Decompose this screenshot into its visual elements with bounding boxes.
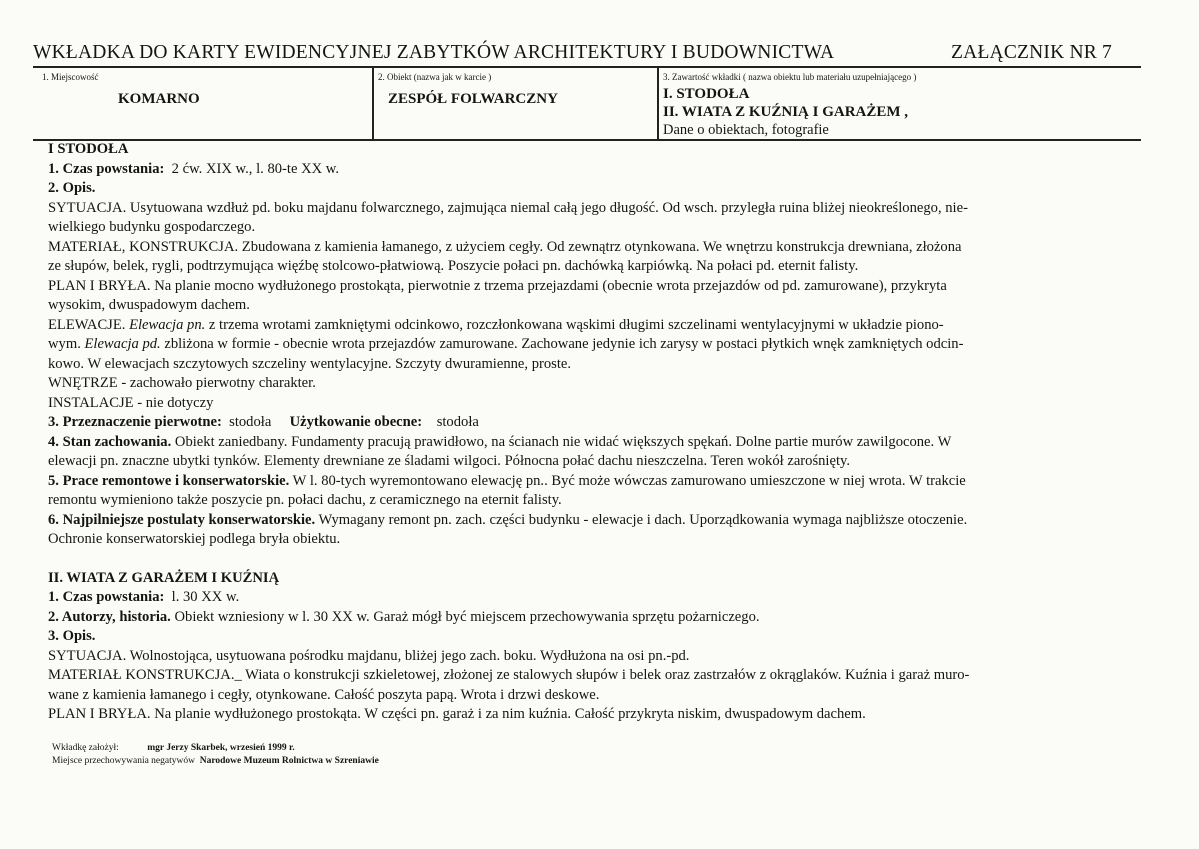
- footer-negatives-label: Miejsce przechowywania negatywów: [52, 756, 195, 766]
- s1-elevations-prefix: ELEWACJE.: [48, 316, 130, 333]
- s2-material-line-1: MATERIAŁ KONSTRUKCJA._ Wiata o konstrukcji szkieletowej, złożonej ze stalowych słupów i belek oraz zastrzałów z okrąglaków. Kuźnia i garaż muro-: [48, 667, 970, 683]
- s1-purpose-value: stodoła: [229, 414, 272, 430]
- s2-date-label: 1. Czas powstania:: [48, 589, 165, 605]
- s1-condition-label: 4. Stan zachowania.: [48, 433, 172, 450]
- section-1-heading: I STODOŁA: [48, 141, 129, 157]
- s1-current-use-value: stodoła: [436, 414, 479, 430]
- s2-plan: PLAN I BRYŁA. Na planie wydłużonego prostokąta. W części pn. garaż i za nim kuźnia. Całość przykryta niskim, dwuspadowym dachem.: [48, 706, 866, 722]
- s1-purpose-label: 3. Przeznaczenie pierwotne:: [48, 414, 222, 430]
- s1-elevations-line-1: [48, 316, 1138, 336]
- locality-label: 1. Miejscowość: [42, 72, 99, 82]
- contents-line-3: Dane o obiektach, fotografie: [663, 122, 829, 138]
- contents-label: 3. Zawartość wkładki ( nazwa obiektu lub materiału uzupełniającego ): [663, 72, 917, 82]
- s1-postulates-label: 6. Najpilniejsze postulaty konserwatorskie.: [48, 511, 316, 528]
- object-value: ZESPÓŁ FOLWARCZNY: [388, 91, 558, 107]
- header-divider-1: [372, 67, 374, 140]
- s2-history-line: [48, 608, 1138, 628]
- s1-situation-line-1: SYTUACJA. Usytuowana wzdłuż pd. boku majdanu folwarcznego, zajmująca niemal całą jego długość. Od wsch. przyległa ruina bliżej nieokreślonego, nie-: [48, 199, 968, 216]
- document-title: WKŁADKA DO KARTY EWIDENCYJNEJ ZABYTKÓW ARCHITEKTURY I BUDOWNICTWA: [33, 42, 835, 63]
- s1-works-line-2: remontu wymieniono także poszycie pn. połaci dachu, z ceramicznego na eternit falisty.: [48, 492, 562, 508]
- s2-history-label: 2. Autorzy, historia.: [48, 608, 171, 625]
- footer-author-label: Wkładkę założył:: [52, 743, 119, 753]
- s1-current-use-label: Użytkowanie obecne:: [289, 414, 423, 430]
- s1-elevations-text-1: z trzema wrotami zamkniętymi odcinkowo, rozczłonkowana wąskimi długimi szczelinami wentylacyjnymi w układzie piono-: [205, 316, 944, 333]
- s1-material-line-1: MATERIAŁ, KONSTRUKCJA. Zbudowana z kamienia łamanego, z użyciem cegły. Od zewnątrz otynkowana. We wnętrzu konstrukcja drewniana, złożona: [48, 238, 962, 255]
- s1-plan-line-1: PLAN I BRYŁA. Na planie mocno wydłużonego prostokąta, pierwotnie z trzema przejazdami (obecnie wrota przejazdów od pd. zamurowane), przykryta: [48, 277, 947, 294]
- header-top-rule: [33, 66, 1141, 68]
- locality-value: KOMARNO: [118, 91, 200, 107]
- s1-installations: INSTALACJE - nie dotyczy: [48, 394, 214, 411]
- s1-plan-line-2: wysokim, dwuspadowym dachem.: [48, 297, 250, 313]
- s1-postulates-text: Wymagany remont pn. zach. części budynku - elewacje i dach. Uporządkowania wymaga najbliższe otoczenie.: [315, 511, 968, 528]
- s1-condition-line-1: [48, 433, 1138, 453]
- footer-author: [52, 743, 295, 753]
- s1-material-line-2: ze słupów, belek, rygli, podtrzymująca więźbę stolcowo-płatwiową. Poszycie połaci pn. dachówką karpiówką. Na połaci pd. eternit falisty.: [48, 258, 859, 274]
- contents-line-1: I. STODOŁA: [663, 86, 750, 102]
- s1-elevation-north: Elewacja pn.: [129, 316, 206, 333]
- s1-works-text: W l. 80-tych wyremontowano elewację pn.. Być może wówczas zamurowano umieszczone w niej wrota. W trakcie: [289, 472, 966, 489]
- s2-history-text: Obiekt wzniesiony w l. 30 XX w. Garaż mógł być miejscem przechowywania sprzętu pożarniczego.: [170, 608, 760, 625]
- object-label: 2. Obiekt (nazwa jak w karcie ): [378, 72, 492, 82]
- s2-description-label: 3. Opis.: [48, 628, 96, 644]
- s1-description-label: 2. Opis.: [48, 180, 96, 196]
- s1-works-label: 5. Prace remontowe i konserwatorskie.: [48, 472, 290, 489]
- s1-condition-line-2: elewacji pn. znaczne ubytki tynków. Elementy drewniane ze śladami wilgoci. Północna połać dachu nieszczelna. Teren wokół zarośnięty.: [48, 453, 851, 469]
- s1-works-line-1: [48, 472, 1138, 492]
- s2-date-text: l. 30 XX w.: [171, 589, 240, 605]
- footer-author-value: mgr Jerzy Skarbek, wrzesień 1999 r.: [147, 743, 295, 753]
- document-body: [48, 140, 1138, 725]
- s1-elevation-south: Elewacja pd.: [84, 336, 161, 352]
- s1-postulates-line-1: [48, 511, 1138, 531]
- s1-condition-text: Obiekt zaniedbany. Fundamenty pracują prawidłowo, na ścianach nie widać większych spękań. Dolne partie murów zawilgocone. W: [171, 433, 952, 450]
- section-2-heading: II. WIATA Z GARAŻEM I KUŹNIĄ: [48, 569, 280, 586]
- s1-elevations-line-3: kowo. W elewacjach szczytowych szczeliny wentylacyjne. Szczyty dwuramienne, proste.: [48, 355, 572, 372]
- title-row: [33, 42, 1140, 66]
- s1-elevations-prefix-2: wym.: [48, 336, 85, 352]
- s1-interior: WNĘTRZE - zachowało pierwotny charakter.: [48, 375, 316, 391]
- s1-postulates-line-2: Ochronie konserwatorskiej podlega bryła obiektu.: [48, 531, 341, 547]
- attachment-number: ZAŁĄCZNIK NR 7: [951, 42, 1112, 63]
- header-divider-2: [657, 67, 659, 140]
- s1-date-text: 2 ćw. XIX w., l. 80-te XX w.: [171, 160, 340, 177]
- s1-elevations-line-2: [48, 335, 1138, 355]
- s1-situation-line-2: wielkiego budynku gospodarczego.: [48, 219, 256, 235]
- contents-line-2: II. WIATA Z KUŹNIĄ I GARAŻEM ,: [663, 104, 909, 120]
- s1-purpose-line: [48, 413, 1138, 433]
- s1-elevations-text-2: zbliżona w formie - obecnie wrota przejazdów zamurowane. Zachowane jedynie ich zarysy w postaci płytkich wnęk zamkniętych odcin-: [160, 336, 964, 352]
- footer-negatives-value: Narodowe Muzeum Rolnictwa w Szreniawie: [199, 756, 379, 766]
- s1-date-label: 1. Czas powstania:: [48, 160, 165, 177]
- s2-situation: SYTUACJA. Wolnostojąca, usytuowana pośrodku majdanu, bliżej jego zach. boku. Wydłużona na osi pn.-pd.: [48, 647, 690, 664]
- s2-material-line-2: wane z kamienia łamanego i cegły, otynkowane. Całość poszyta papą. Wrota i drzwi deskowe.: [48, 686, 600, 703]
- section-gap: [48, 550, 1138, 569]
- footer-negatives: [52, 756, 379, 766]
